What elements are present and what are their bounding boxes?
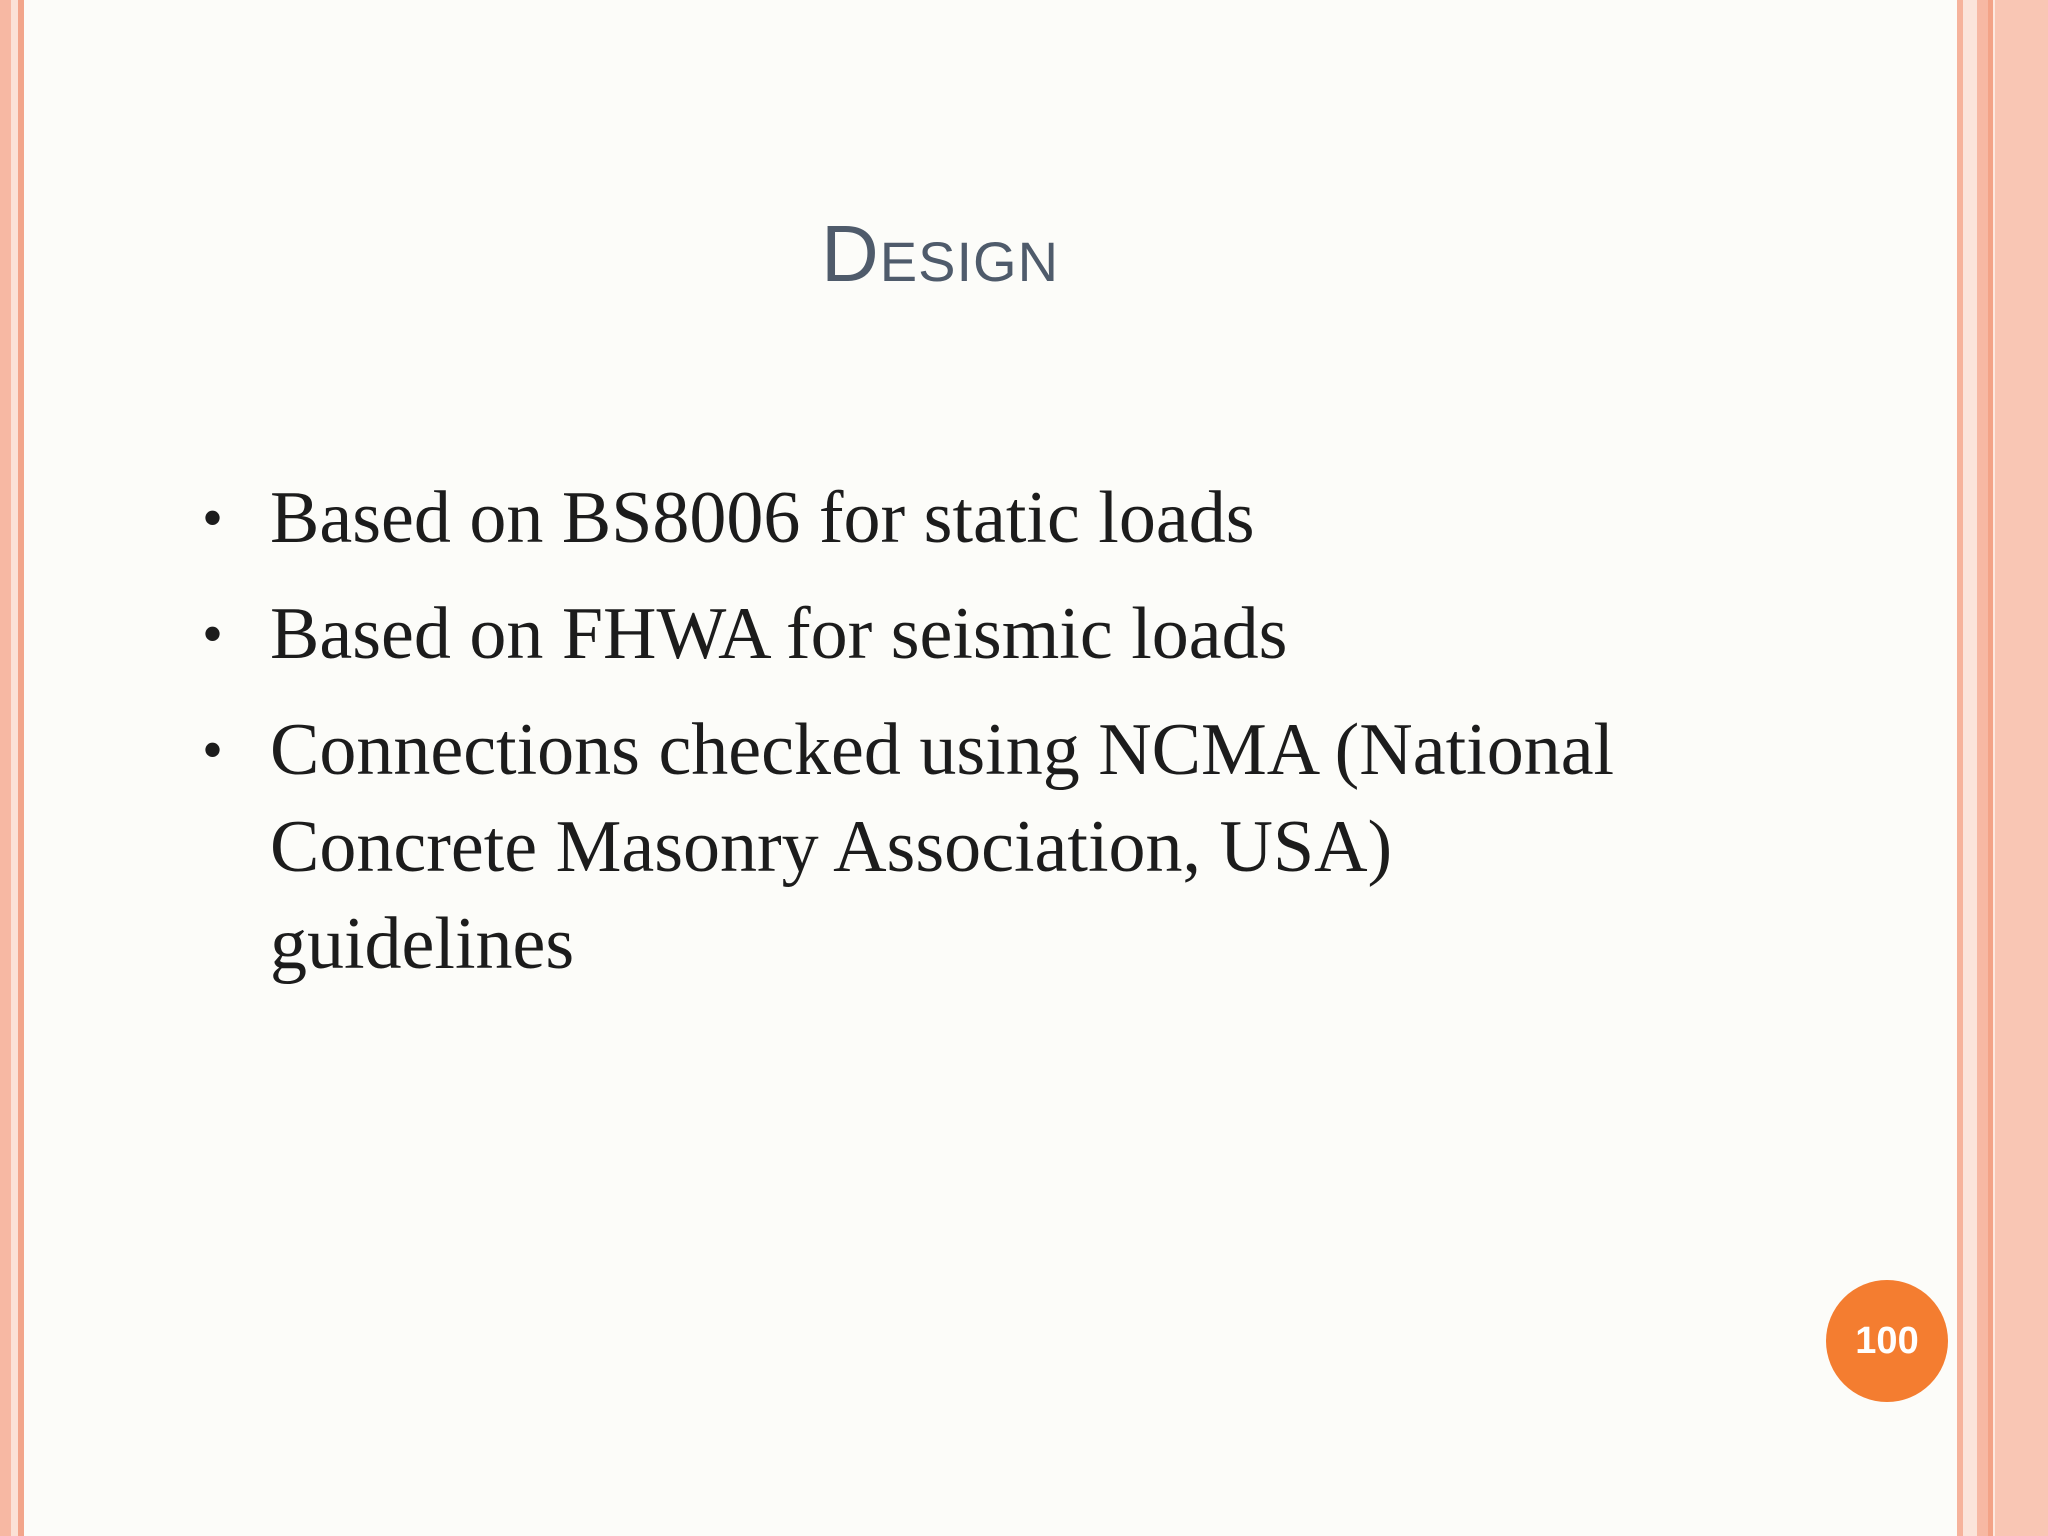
- right-border-stripe: [1963, 0, 1977, 1536]
- bullet-list: [200, 470, 1660, 1012]
- bullet-text: Based on FHWA for seismic loads: [270, 593, 1288, 675]
- bullet-text: Connections checked using NCMA (National Concrete Masonry Association, USA) guidelines: [270, 709, 1615, 985]
- page-number-badge: [1826, 1280, 1948, 1402]
- bullet-icon: •: [202, 717, 224, 783]
- slide-title: Design: [820, 209, 1060, 298]
- bullet-icon: •: [202, 601, 224, 667]
- page-number: 100: [1855, 1319, 1919, 1362]
- bullet-text: Based on BS8006 for static loads: [270, 477, 1255, 559]
- right-border-stripe: [1977, 0, 1988, 1536]
- list-item: [200, 470, 1660, 567]
- list-item: [200, 702, 1660, 993]
- bullet-icon: •: [202, 485, 224, 551]
- list-item: [200, 586, 1660, 683]
- right-border-stripe: [1995, 0, 2048, 1536]
